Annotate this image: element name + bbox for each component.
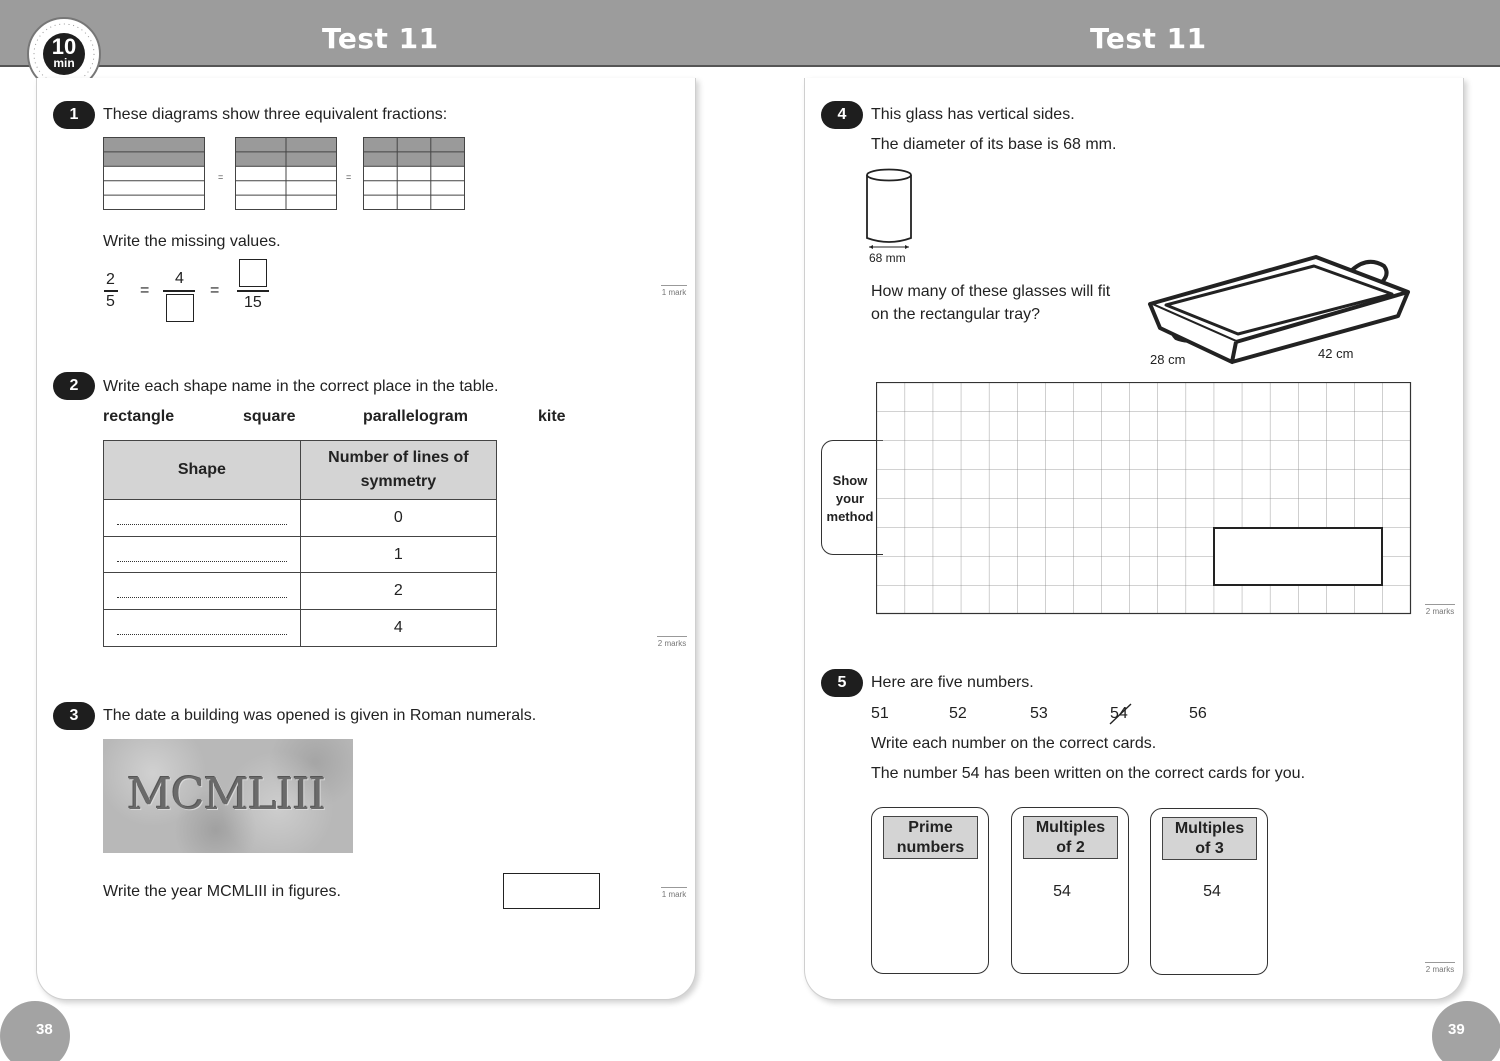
table-row [104, 536, 497, 573]
question-4-line1: This glass has vertical sides. [871, 106, 1075, 123]
card-multiples-of-2[interactable] [1011, 807, 1129, 974]
fraction2-denominator-box[interactable] [166, 294, 194, 322]
symmetry-value: 4 [300, 610, 496, 647]
question-1-marks: 1 mark [661, 285, 687, 297]
glass-icon [862, 166, 918, 252]
header-band [0, 0, 1500, 70]
number-54: 54 [1110, 705, 1128, 722]
stone-inscription-text: MCMLIII [127, 769, 326, 820]
card-title: Multiples of 3 [1162, 817, 1257, 860]
shape-word-kite: kite [538, 408, 566, 425]
question-3-instruction: Write the year MCMLIII in figures. [103, 883, 341, 900]
card-content: 54 [1053, 883, 1071, 900]
diagram-equals-1: = [218, 172, 224, 182]
card-multiples-of-3[interactable] [1150, 808, 1268, 975]
glass-diameter-label: 68 mm [869, 251, 906, 265]
left-page-title: Test 11 [322, 22, 439, 55]
table-row [104, 500, 497, 537]
symmetry-value: 2 [300, 573, 496, 610]
right-page-title: Test 11 [1090, 22, 1207, 55]
number-51: 51 [871, 705, 889, 722]
fraction3-numerator-box[interactable] [239, 259, 267, 287]
shape-word-square: square [243, 408, 296, 425]
question-4-marks: 2 marks [1425, 604, 1455, 616]
question-5-marks: 2 marks [1425, 962, 1455, 974]
timer-unit: min [53, 56, 75, 70]
tray-length-label: 42 cm [1318, 346, 1354, 361]
question-3-prompt: The date a building was opened is given in Roman numerals. [103, 707, 537, 724]
shape-answer-line[interactable] [104, 536, 301, 573]
fraction2-numerator: 4 [175, 270, 184, 287]
fraction3-denominator: 15 [244, 294, 262, 311]
tray-icon [1146, 252, 1412, 366]
table-header-lines: Number of lines of symmetry [300, 441, 496, 500]
diagram-equals-2: = [346, 172, 352, 182]
shape-answer-line[interactable] [104, 573, 301, 610]
number-53: 53 [1030, 705, 1048, 722]
shape-word-rectangle: rectangle [103, 408, 175, 425]
fraction3-bar [237, 290, 269, 292]
symmetry-value: 0 [300, 500, 496, 537]
symmetry-table [103, 440, 497, 647]
tray-width-label: 28 cm [1150, 352, 1186, 367]
card-prime-numbers[interactable] [871, 807, 989, 974]
question-2-badge: 2 [53, 372, 95, 400]
equation-equals-2: = [210, 282, 220, 299]
symmetry-value: 1 [300, 536, 496, 573]
right-page-number: 39 [1432, 1001, 1500, 1061]
table-row [104, 573, 497, 610]
question-4-line2: The diameter of its base is 68 mm. [871, 136, 1117, 153]
number-52: 52 [949, 705, 967, 722]
tray-answer-box[interactable] [1213, 527, 1383, 586]
question-1-prompt: These diagrams show three equivalent fractions: [103, 106, 448, 123]
year-answer-box[interactable] [503, 873, 600, 909]
table-row [104, 610, 497, 647]
question-1-instruction: Write the missing values. [103, 233, 281, 250]
shape-word-parallelogram: parallelogram [363, 408, 468, 425]
question-5-badge: 5 [821, 669, 863, 697]
show-method-label: Show your method [826, 473, 874, 524]
strike-through-icon [1108, 702, 1134, 726]
question-5-instruction2: The number 54 has been written on the correct cards for you. [871, 765, 1306, 782]
fraction1-numerator: 2 [106, 271, 115, 288]
question-3-badge: 3 [53, 702, 95, 730]
question-2-prompt: Write each shape name in the correct place in the table. [103, 378, 499, 395]
question-2-marks: 2 marks [657, 636, 687, 648]
shape-answer-line[interactable] [104, 500, 301, 537]
question-4-badge: 4 [821, 101, 863, 129]
timer-number: 10 [51, 34, 77, 59]
equation-equals-1: = [140, 282, 150, 299]
fraction-diagrams [103, 137, 468, 211]
card-title: Multiples of 2 [1023, 816, 1118, 859]
question-4-question-line1: How many of these glasses will fit [871, 283, 1111, 300]
number-56: 56 [1189, 705, 1207, 722]
fraction1-denominator: 5 [106, 293, 115, 310]
card-title: Prime numbers [883, 816, 978, 859]
question-5-instruction1: Write each number on the correct cards. [871, 735, 1157, 752]
table-header-shape: Shape [104, 441, 301, 500]
stone-inscription-image [103, 739, 353, 853]
fraction2-bar [163, 290, 195, 292]
fraction1-bar [104, 290, 118, 292]
question-3-marks: 1 mark [661, 887, 687, 899]
left-page-number: 38 [0, 1001, 70, 1061]
card-content: 54 [1203, 883, 1221, 900]
shape-answer-line[interactable] [104, 610, 301, 647]
question-4-question-line2: on the rectangular tray? [871, 306, 1040, 323]
question-5-prompt: Here are five numbers. [871, 674, 1034, 691]
question-1-badge: 1 [53, 101, 95, 129]
